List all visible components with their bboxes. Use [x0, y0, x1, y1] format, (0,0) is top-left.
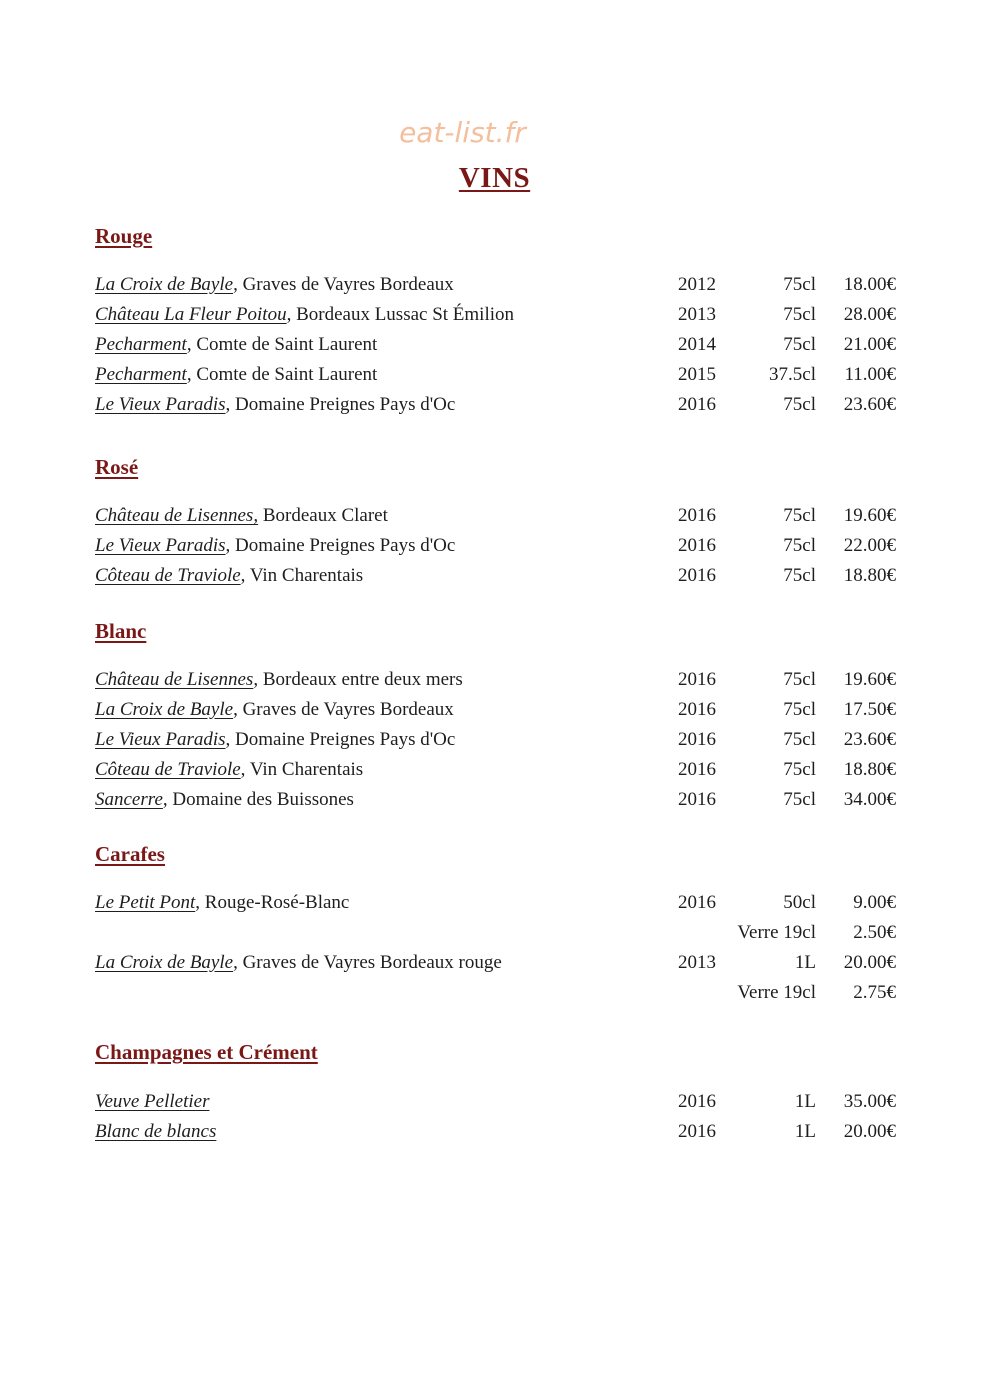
wine-price: 22.00€ [843, 535, 896, 556]
wine-volume: Verre 19cl [737, 982, 816, 1003]
wine-volume: 75cl [783, 669, 816, 690]
wine-vintage: 2016 [678, 759, 716, 780]
wine-description: , Bordeaux Lussac St Émilion [286, 304, 515, 325]
wine-description: , Rouge-Rosé-Blanc [195, 892, 350, 913]
wine-price: 20.00€ [843, 952, 896, 973]
wine-volume: Verre 19cl [737, 922, 816, 943]
wine-price: 9.00€ [853, 892, 896, 913]
wine-price: 2.50€ [853, 922, 896, 943]
wine-vintage: 2016 [678, 699, 716, 720]
wine-price: 23.60€ [843, 729, 896, 750]
wine-vintage: 2016 [678, 1091, 716, 1112]
wine-name: Blanc de blancs [95, 1121, 217, 1142]
wine-row [0, 531, 989, 561]
wine-description: , Comte de Saint Laurent [186, 364, 378, 385]
wine-row [0, 300, 989, 330]
wine-name: Côteau de Traviole [95, 759, 241, 780]
wine-row [0, 665, 989, 695]
wine-label [95, 755, 363, 785]
wine-price: 20.00€ [843, 1121, 896, 1142]
wine-row [0, 330, 989, 360]
wine-row [0, 725, 989, 755]
wine-label [95, 330, 377, 360]
wine-row [0, 360, 989, 390]
wine-row [0, 1117, 989, 1147]
wine-price: 11.00€ [844, 364, 896, 385]
wine-price: 18.00€ [843, 274, 896, 295]
wine-name: Château de Lisennes, [95, 505, 259, 526]
wine-label [95, 270, 454, 300]
wine-volume: 75cl [783, 304, 816, 325]
wine-row [0, 755, 989, 785]
wine-volume: 1L [794, 1091, 816, 1112]
wine-name: Le Vieux Paradis [95, 394, 226, 415]
wine-label [95, 665, 463, 695]
wine-name: Le Vieux Paradis [95, 729, 226, 750]
wine-label [95, 1087, 209, 1117]
wine-description: , Graves de Vayres Bordeaux rouge [233, 952, 502, 973]
wine-name: Château de Lisennes [95, 669, 254, 690]
wine-price: 35.00€ [843, 1091, 896, 1112]
wine-row [0, 1087, 989, 1117]
wine-label [95, 531, 455, 561]
wine-volume: 1L [794, 1121, 816, 1142]
wine-description: , Domaine Preignes Pays d'Oc [225, 535, 456, 556]
wine-label [95, 561, 363, 591]
wine-vintage: 2013 [678, 304, 716, 325]
wine-label [95, 695, 454, 725]
wine-name: Pecharment [95, 334, 187, 355]
wine-name: Château La Fleur Poitou [95, 304, 287, 325]
wine-name: Le Vieux Paradis [95, 535, 226, 556]
wine-description: , Comte de Saint Laurent [186, 334, 378, 355]
wine-volume: 75cl [783, 334, 816, 355]
wine-price: 23.60€ [843, 394, 896, 415]
wine-description: , Vin Charentais [240, 759, 364, 780]
wine-row [0, 561, 989, 591]
wine-row [0, 501, 989, 531]
wine-volume: 75cl [783, 505, 816, 526]
wine-label [95, 785, 354, 815]
wine-vintage: 2013 [678, 952, 716, 973]
wine-price: 19.60€ [843, 505, 896, 526]
wine-price: 2.75€ [853, 982, 896, 1003]
wine-description: , Bordeaux entre deux mers [253, 669, 463, 690]
wine-row [0, 785, 989, 815]
wine-volume: 37.5cl [769, 364, 816, 385]
wine-name: Côteau de Traviole [95, 565, 241, 586]
wine-label [95, 501, 388, 531]
wine-label [95, 948, 502, 978]
wine-vintage: 2015 [678, 364, 716, 385]
wine-description: , Domaine Preignes Pays d'Oc [225, 729, 456, 750]
wine-description: , Graves de Vayres Bordeaux [233, 274, 454, 295]
wine-label [95, 725, 455, 755]
wine-vintage: 2016 [678, 505, 716, 526]
wine-name: Sancerre [95, 789, 163, 810]
wine-vintage: 2016 [678, 892, 716, 913]
wine-volume: 75cl [783, 394, 816, 415]
wine-row [0, 948, 989, 978]
wine-row [0, 270, 989, 300]
wine-vintage: 2016 [678, 394, 716, 415]
section-title: Rouge [95, 224, 153, 248]
wine-description: , Vin Charentais [240, 565, 364, 586]
wine-volume: 75cl [783, 274, 816, 295]
section-title: Blanc [95, 619, 147, 643]
wine-vintage: 2012 [678, 274, 716, 295]
wine-label [95, 300, 514, 330]
wine-description: , Domaine des Buissones [162, 789, 354, 810]
wine-price: 18.80€ [843, 565, 896, 586]
wine-label [95, 390, 455, 420]
wine-name: La Croix de Bayle [95, 699, 234, 720]
wine-description: , Domaine Preignes Pays d'Oc [225, 394, 456, 415]
wine-price: 34.00€ [843, 789, 896, 810]
wine-volume: 75cl [783, 565, 816, 586]
wine-volume: 75cl [783, 729, 816, 750]
section-title: Carafes [95, 842, 165, 866]
wine-label [95, 888, 349, 918]
watermark: eat-list.fr [399, 116, 526, 149]
wine-name: La Croix de Bayle [95, 952, 234, 973]
wine-label [95, 1117, 216, 1147]
page-title: VINS [458, 162, 531, 194]
section-title: Champagnes et Crément [95, 1040, 318, 1064]
wine-row [0, 918, 989, 948]
section-title: Rosé [95, 455, 139, 479]
wine-volume: 1L [794, 952, 816, 973]
wine-price: 17.50€ [843, 699, 896, 720]
wine-vintage: 2016 [678, 1121, 716, 1142]
wine-name: Le Petit Pont [95, 892, 196, 913]
wine-volume: 75cl [783, 789, 816, 810]
wine-volume: 75cl [783, 535, 816, 556]
wine-vintage: 2016 [678, 729, 716, 750]
wine-volume: 50cl [783, 892, 816, 913]
wine-name: La Croix de Bayle [95, 274, 234, 295]
wine-price: 28.00€ [843, 304, 896, 325]
wine-label [95, 360, 377, 390]
wine-row [0, 695, 989, 725]
wine-vintage: 2016 [678, 535, 716, 556]
wine-description: , Graves de Vayres Bordeaux [233, 699, 454, 720]
wine-vintage: 2016 [678, 669, 716, 690]
wine-volume: 75cl [783, 699, 816, 720]
wine-volume: 75cl [783, 759, 816, 780]
wine-name: Veuve Pelletier [95, 1091, 210, 1112]
wine-price: 19.60€ [843, 669, 896, 690]
wine-name: Pecharment [95, 364, 187, 385]
wine-row [0, 978, 989, 1008]
wine-vintage: 2016 [678, 789, 716, 810]
wine-vintage: 2016 [678, 565, 716, 586]
wine-price: 21.00€ [843, 334, 896, 355]
wine-row [0, 390, 989, 420]
wine-vintage: 2014 [678, 334, 716, 355]
wine-row [0, 888, 989, 918]
wine-description: Bordeaux Claret [258, 505, 388, 526]
wine-price: 18.80€ [843, 759, 896, 780]
